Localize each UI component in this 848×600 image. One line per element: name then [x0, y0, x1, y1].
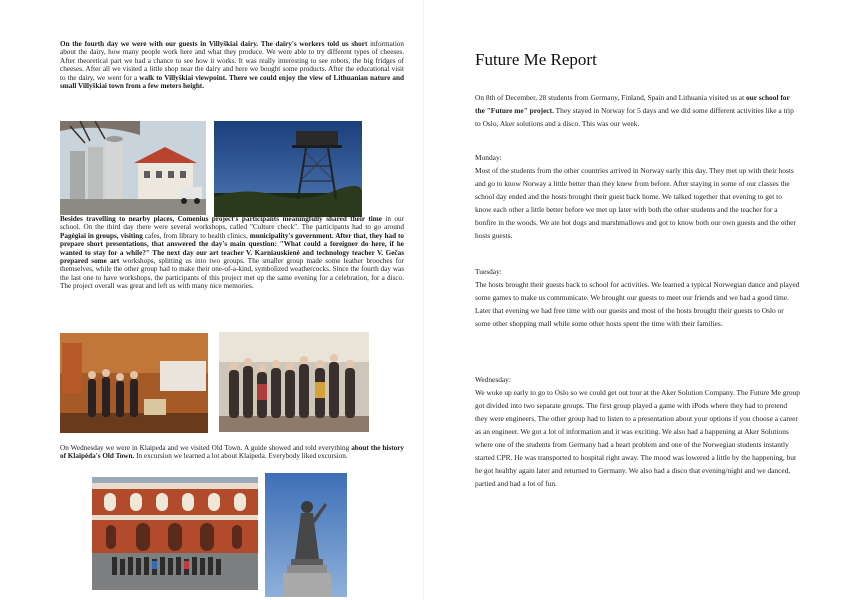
intro-bold-1: our school for the "Future me" project. — [475, 93, 790, 115]
viewpoint-tower-photo — [214, 121, 362, 217]
workshops-paragraph-bold-lead: Besides travelling to nearby places, Comenius project's participants meaningfully shared their time — [60, 215, 382, 223]
monday-section — [475, 151, 800, 242]
intro-text-1: On 8th of December, 28 students from Germany, Finland, Spain and Lithuania visited us at — [475, 93, 746, 102]
intro-paragraph — [475, 91, 800, 130]
klaipeda-paragraph-text-1: On Wednesday we were in Klaipeda and we visited Old Town. A guide showed and told everything — [60, 444, 352, 452]
wednesday-section — [475, 373, 800, 490]
workshops-paragraph-text-3: workshops, splitting us into two groups. The smaller group made some leather brooches for themselves, while the other group had to make their one-of-a-kind, symbolized weathercocks. Since the fourth day was the last one to have workshops, the participants of this project met up the same evening for a celebration, for a disco. The project overall was great and left us with many nice memories. — [60, 257, 404, 291]
tuesday-heading: Tuesday: — [475, 267, 502, 276]
workshops-paragraph-text-1: in our school. On the third day there were several workshops, called "Culture check". The participants had to go around — [60, 215, 404, 232]
dairy-paragraph-bold-lead: On the fourth day we were with our guests in Villyškiai dairy. The dairy's workers told us short — [60, 40, 368, 48]
dairy-paragraph-bold-tail: walk to Villyškiai viewpoint. There we could enjoy the view of Lithuanian nature and small Villyškiai town from a few meters height. — [60, 73, 404, 91]
klaipeda-paragraph-text-2: In excursion we learned a lot about Klaipeda. Everybody liked excursion. — [134, 452, 348, 461]
statue-photo — [265, 473, 347, 597]
dairy-factory-photo — [60, 121, 206, 215]
workshops-paragraph — [60, 215, 404, 291]
intro-text-2: They stayed in Norway for 5 days and we did some different activities like a trip to Oslo, Aker solutions and a disco. This was our week. — [475, 106, 794, 128]
wednesday-heading: Wednesday: — [475, 375, 511, 384]
workshops-paragraph-bold-2: municipality's government. After that, they had to prepare short presentations, that answered the day's main question: "What could a foreigner do here, if he wanted to stay for a while?" The next day our art teacher V. Karniauskienė and technology teacher V. Gečas prepared some art — [60, 231, 404, 266]
workshops-paragraph-text-2: cafes, from library to health clinics, — [142, 231, 250, 240]
tuesday-text: The hosts brought their guests back to school for activities. We learned a typical Norwegian dance and played some games to make us communicate. We brought our guests to meet our friends and we had a good time. Later that evening we had free time with our guests and most of the hosts brought their guests to Oslo or some other shopping mall while some other hosts spent the time with their families. — [475, 280, 800, 328]
tuesday-section — [475, 265, 800, 330]
right-page — [424, 0, 848, 600]
monday-heading: Monday: — [475, 153, 502, 162]
dairy-paragraph — [60, 40, 404, 90]
klaipeda-paragraph-bold-1: about the history of Klaipėda's Old Town. — [60, 444, 404, 461]
workshops-paragraph-bold-1: Pagėgiai in groups, visiting — [60, 231, 143, 240]
classroom-group-photo — [60, 333, 208, 433]
report-title: Future Me Report — [475, 50, 597, 69]
students-crowd-photo — [219, 332, 369, 432]
klaipeda-paragraph — [60, 444, 404, 461]
monday-text: Most of the students from the other countries arrived in Norway early this day. They met up with their hosts and go to know Norway a little better than they knew from before. After staying in some of our classes the school day ended and the hosts brought their guest back home. We talked together that evening to get to know each other a little better before we met up later with both the other students and the teacher for a bonfire in the woods. We ate hot dogs and marshmallows and got to know both our own guests and the other hosts guests. — [475, 166, 796, 240]
wednesday-text: We woke up early to go to Oslo so we could get out tour at the Aker Solution Company. The Future Me group got divided into two separate groups. The first group played a game with iPods where they had to pretend they were engineers. The other group had to listen to a presentation about your options if you choose a career as an engineer. We got a lot of information and it was exciting. We also had a happening at Aker Solutions where one of the students from Germany had a heart problem and one of the Norwegian students instantly started CPR. He was transported to hospital right away. The mood was lowered a little by the happening, but he got healthy again later and returned to Germany. We also had a disco that evening/night and we danced, partied and had a lot of fun. — [475, 388, 800, 488]
dairy-paragraph-text: information about the dairy, how many people work here and what they produce. We were able to try different types of cheeses. After theoretical part we had a chance to see how it works. It was really interesting to see robots, the big fridges of cheeses. After all we visited a little shop near the dairy and here we bought some products. After the educational visit to the dairy, we went for a — [60, 40, 404, 82]
old-town-building-photo — [92, 477, 258, 590]
